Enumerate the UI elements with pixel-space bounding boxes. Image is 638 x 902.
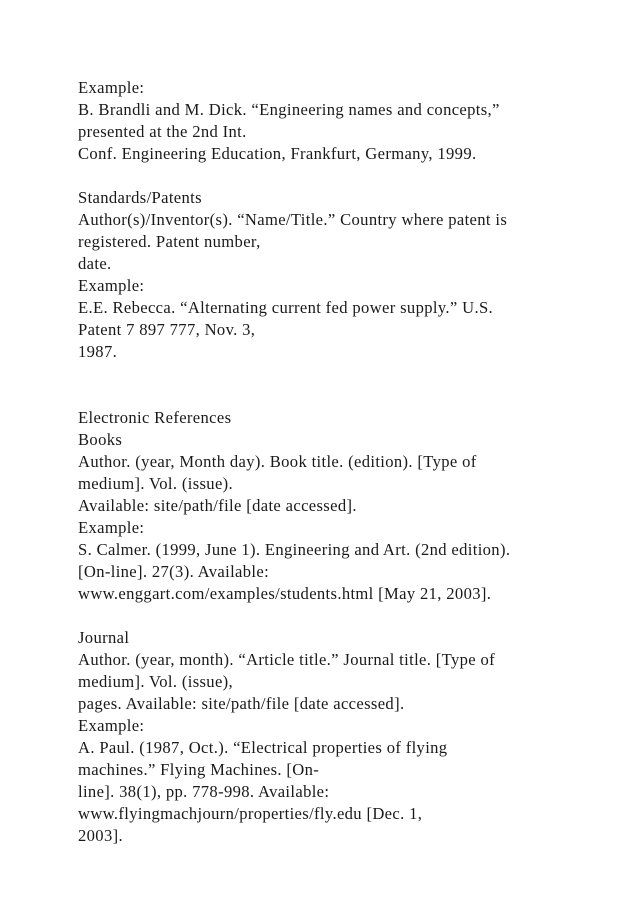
example-label: Example: [78, 518, 145, 537]
patent-example-line-3: 1987. [78, 342, 118, 361]
journal-example-line-3: line]. 38(1), pp. 778-998. Available: [78, 782, 330, 801]
book-example-line-1: S. Calmer. (1999, June 1). Engineering and Art. (2nd edition). [78, 540, 511, 559]
spacer [78, 363, 623, 385]
example-label: Example: [78, 276, 145, 295]
book-format-line-2: medium]. Vol. (issue). [78, 474, 234, 493]
journal-format-line-1: Author. (year, month). “Article title.” Journal title. [Type of [78, 650, 495, 669]
patent-format-line-3: date. [78, 254, 112, 273]
book-example-line-2: [On-line]. 27(3). Available: [78, 562, 270, 581]
subheading-books: Books [78, 430, 123, 449]
spacer [78, 385, 623, 407]
journal-format-line-2: medium]. Vol. (issue), [78, 672, 234, 691]
section-heading-electronic-references: Electronic References [78, 408, 232, 427]
spacer [78, 605, 623, 627]
book-example-line-3: www.enggart.com/examples/students.html [May 21, 2003]. [78, 584, 492, 603]
journal-example-line-1: A. Paul. (1987, Oct.). “Electrical properties of flying [78, 738, 448, 757]
conference-citation-line-1: B. Brandli and M. Dick. “Engineering names and concepts,” [78, 100, 500, 119]
patent-example-line-1: E.E. Rebecca. “Alternating current fed power supply.” U.S. [78, 298, 494, 317]
book-format-line-3: Available: site/path/file [date accessed]. [78, 496, 357, 515]
book-format-line-1: Author. (year, Month day). Book title. (edition). [Type of [78, 452, 477, 471]
reference-text-block [78, 77, 623, 847]
patent-format-line-2: registered. Patent number, [78, 232, 261, 251]
patent-example-line-2: Patent 7 897 777, Nov. 3, [78, 320, 256, 339]
section-heading-standards-patents: Standards/Patents [78, 188, 202, 207]
journal-example-line-5: 2003]. [78, 826, 123, 845]
subheading-journal: Journal [78, 628, 130, 647]
example-label: Example: [78, 78, 145, 97]
spacer [78, 165, 623, 187]
journal-format-line-3: pages. Available: site/path/file [date accessed]. [78, 694, 405, 713]
patent-format-line-1: Author(s)/Inventor(s). “Name/Title.” Country where patent is [78, 210, 508, 229]
journal-example-line-2: machines.” Flying Machines. [On- [78, 760, 320, 779]
conference-citation-line-3: Conf. Engineering Education, Frankfurt, Germany, 1999. [78, 144, 477, 163]
journal-example-line-4: www.flyingmachjourn/properties/fly.edu [Dec. 1, [78, 804, 423, 823]
example-label: Example: [78, 716, 145, 735]
conference-citation-line-2: presented at the 2nd Int. [78, 122, 247, 141]
